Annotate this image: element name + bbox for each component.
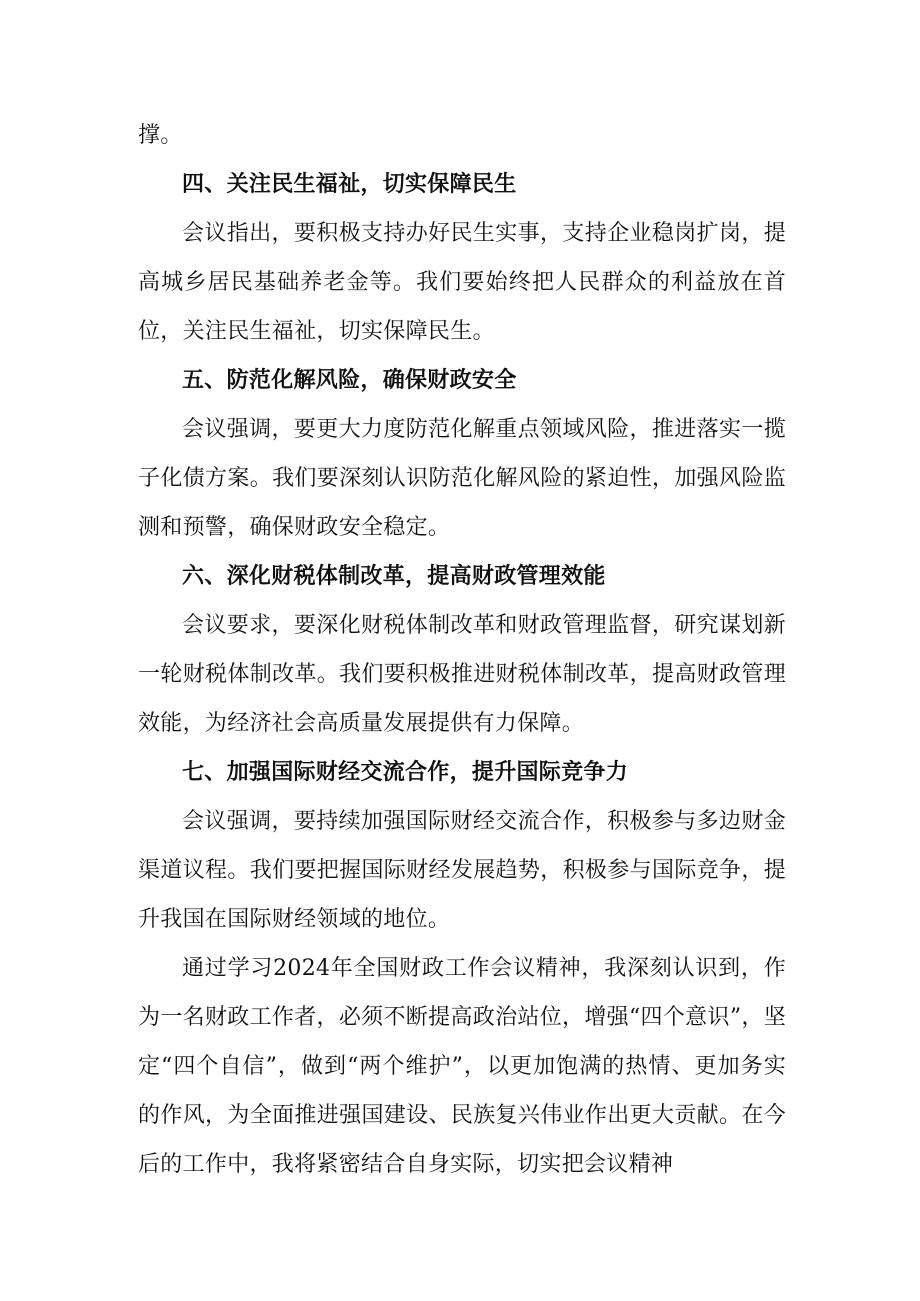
document-body	[138, 111, 786, 1189]
section-heading-4: 四、关注民生福祉，切实保障民生	[182, 172, 517, 197]
section-paragraph-5: 会议强调，要更大力度防范化解重点领域风险，推进落实一揽子化债方案。我们要深刻认识防范化解风险的紧迫性，加强风险监测和预警，确保财政安全稳定。	[138, 417, 786, 540]
closing-paragraph: 通过学习2024年全国财政工作会议精神，我深刻认识到，作为一名财政工作者，必须不断提高政治站位，增强“四个意识”，坚定“四个自信”，做到“两个维护”，以更加饱满的热情、更加务实的作风，为全面推进强国建设、民族复兴伟业作出更大贡献。在今后的工作中，我将紧密结合自身实际，切实把会议精神	[138, 956, 786, 1177]
section-heading-5: 五、防范化解风险，确保财政安全	[182, 368, 517, 393]
continuation-text: 撑。	[138, 123, 183, 148]
section-heading-7: 七、加强国际财经交流合作，提升国际竞争力	[182, 760, 629, 785]
section-paragraph-4: 会议指出，要积极支持办好民生实事，支持企业稳岗扩岗，提高城乡居民基础养老金等。我们要始终把人民群众的利益放在首位，关注民生福祉，切实保障民生。	[138, 221, 786, 344]
section-paragraph-6: 会议要求，要深化财税体制改革和财政管理监督，研究谋划新一轮财税体制改革。我们要积极推进财税体制改革，提高财政管理效能，为经济社会高质量发展提供有力保障。	[138, 613, 786, 736]
section-heading-6: 六、深化财税体制改革，提高财政管理效能	[182, 564, 606, 589]
section-paragraph-7: 会议强调，要持续加强国际财经交流合作，积极参与多边财金渠道议程。我们要把握国际财经发展趋势，积极参与国际竞争，提升我国在国际财经领域的地位。	[138, 809, 786, 932]
